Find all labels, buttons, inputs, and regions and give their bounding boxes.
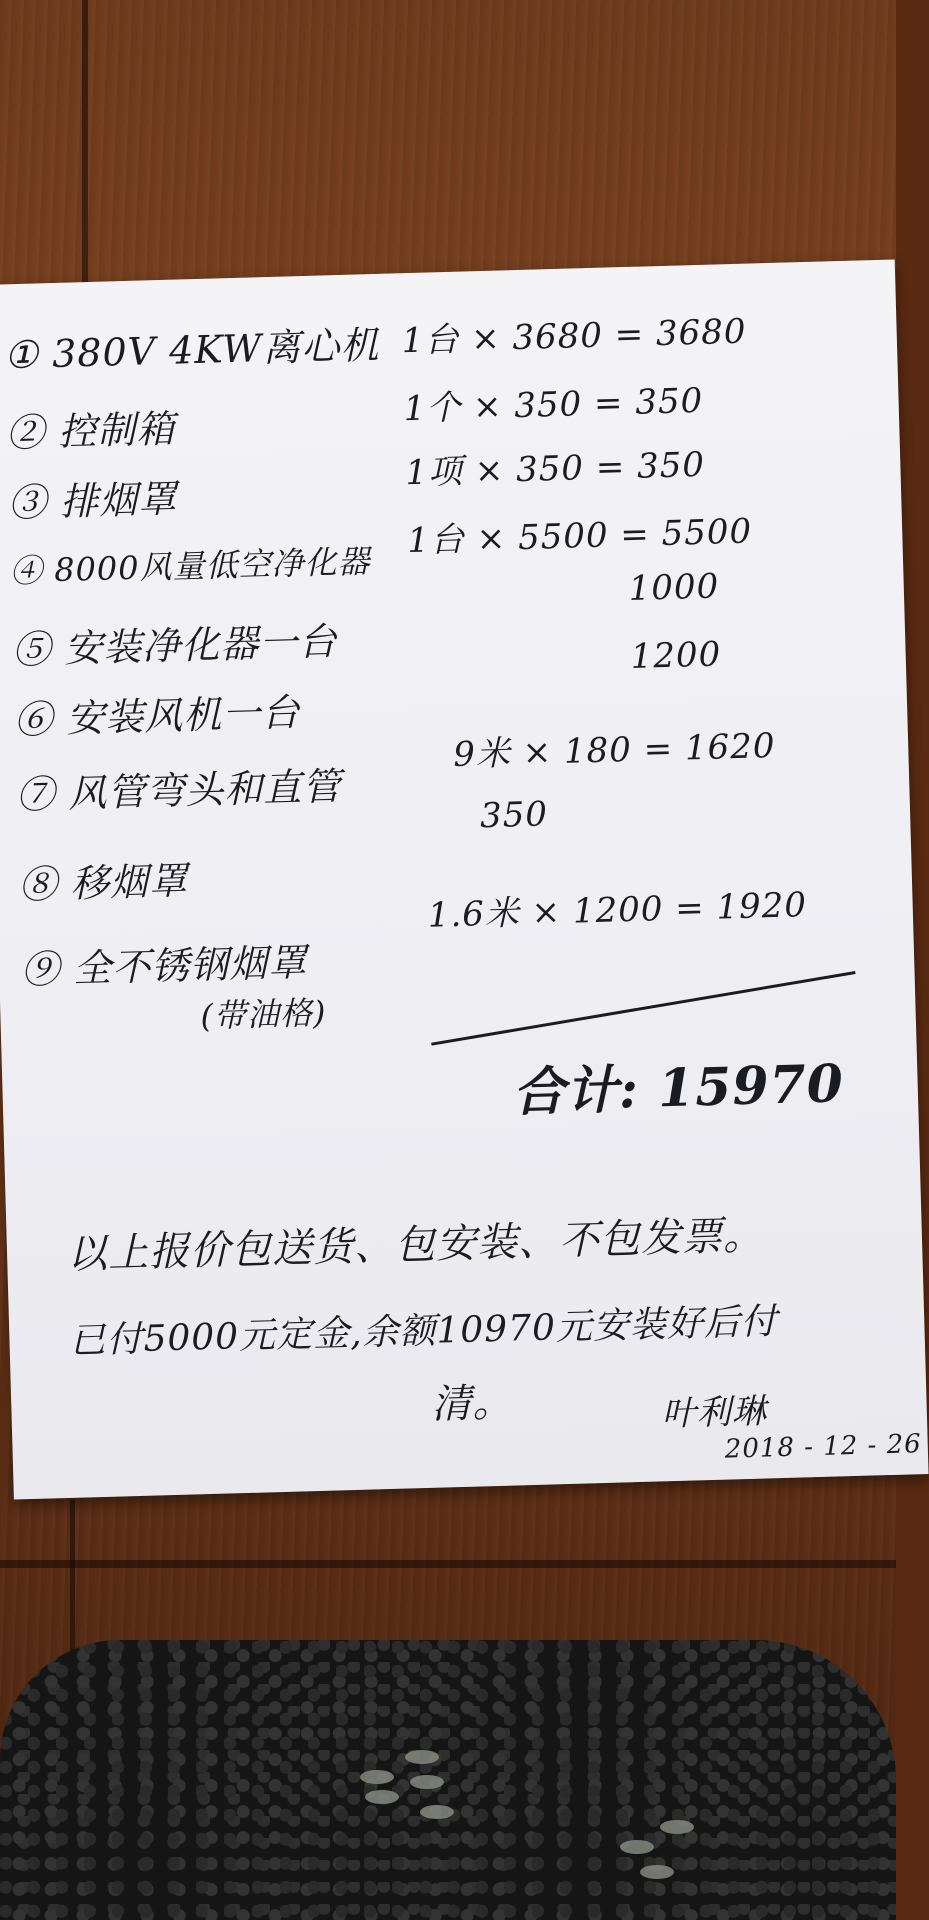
total-underline (431, 971, 855, 1046)
table-seam (0, 1560, 896, 1568)
item-6-calc: 1200 (630, 634, 722, 677)
signature-name: 叶利琳 (661, 1391, 768, 1435)
item-1-calc: 1台 × 3680 = 3680 (401, 311, 748, 362)
item-5-calc: 1000 (628, 566, 720, 609)
item-5-desc: ⑤ 安装净化器一台 (11, 619, 338, 673)
item-9-desc-sub: (带油格) (199, 993, 327, 1036)
signature-date: 2018 - 12 - 26 (724, 1429, 923, 1465)
sequin-cloth (0, 1640, 896, 1920)
item-8-calc: 350 (479, 794, 549, 837)
total (512, 1041, 845, 1125)
quote-paper (0, 259, 929, 1499)
item-3-calc: 1项 × 350 = 350 (404, 444, 706, 494)
table-seam (82, 0, 88, 330)
sequin (660, 1820, 694, 1834)
note-line-1: 以上报价包送货、包安装、不包发票。 (66, 1212, 765, 1278)
sequin (410, 1775, 444, 1789)
item-7-desc: ⑦ 风管弯头和直管 (15, 764, 342, 818)
item-4-desc: ④ 8000风量低空净化器 (9, 542, 372, 591)
sequin (360, 1770, 394, 1784)
item-7-calc: 9米 × 180 = 1620 (452, 725, 777, 775)
sequin (365, 1790, 399, 1804)
item-2-desc: ② 控制箱 (5, 406, 176, 456)
item-2-calc: 1个 × 350 = 350 (403, 380, 704, 430)
sequin (620, 1840, 654, 1854)
sequin (640, 1865, 674, 1879)
total-value: 15970 (657, 1053, 845, 1120)
total-label: 合计: (511, 1058, 640, 1124)
item-9-desc: ⑨ 全不锈钢烟罩 (20, 940, 308, 993)
item-9-calc: 1.6米 × 1200 = 1920 (427, 885, 808, 936)
note-line-3: 清。 (430, 1379, 515, 1428)
item-1-desc: ① 380V 4KW离心机 (3, 322, 380, 378)
item-8-desc: ⑧ 移烟罩 (18, 858, 189, 908)
item-3-desc: ③ 排烟罩 (7, 476, 178, 526)
sequin (405, 1750, 439, 1764)
item-6-desc: ⑥ 安装风机一台 (13, 690, 301, 743)
item-4-calc: 1台 × 5500 = 5500 (406, 511, 753, 562)
sequin (420, 1805, 454, 1819)
table-seam (70, 1500, 75, 1660)
note-line-2: 已付5000元定金,余额10970元安装好后付 (68, 1301, 779, 1362)
